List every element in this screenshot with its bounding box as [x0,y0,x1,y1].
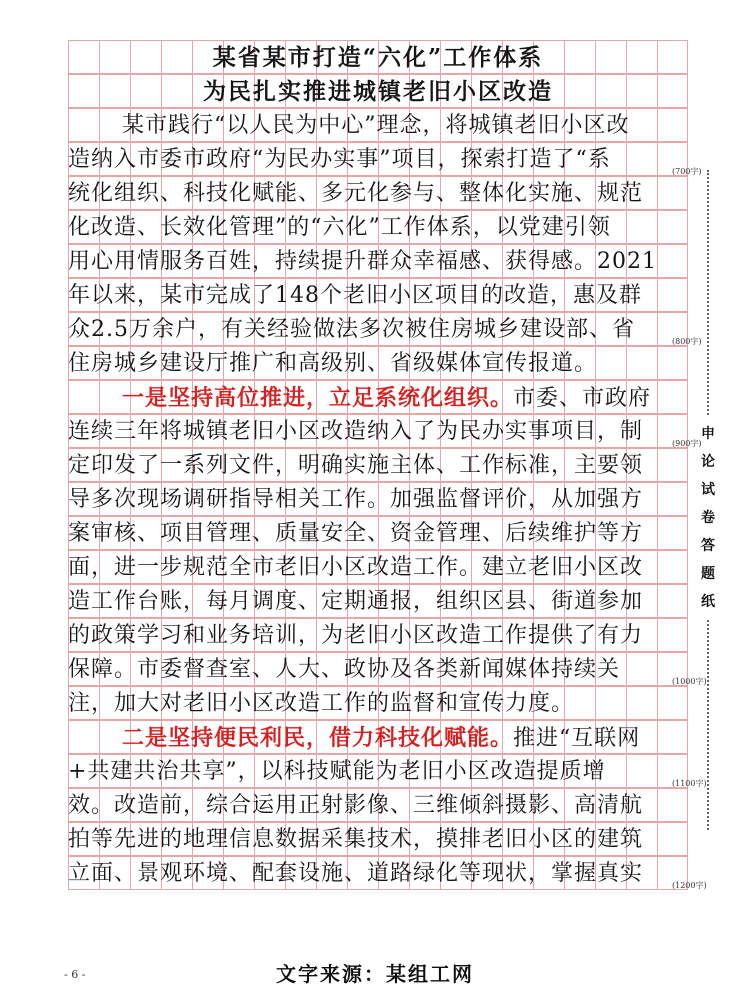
grid-row [68,176,688,210]
grid-row [68,74,688,108]
grid-row [68,448,688,482]
line-text: 注，加大对老旧小区改造工作的监督和宣传力度。 [68,691,575,716]
line-text: 住房城乡建设厅推广和高级别、省级媒体宣传报道。 [68,351,598,376]
line-text: 面，进一步规范全市老旧小区改造工作。建立老旧小区改 [68,555,644,580]
line-text: 定印发了一系列文件，明确实施主体、工作标准，主要领 [68,453,644,478]
line-text: 效。改造前，综合运用正射影像、三维倾斜摄影、高清航 [68,793,644,818]
text-line [68,551,688,585]
line-text: 案审核、项目管理、质量安全、资金管理、后续维护等方 [68,521,644,546]
line-text: 造工作台账，每月调度、定期通报，组织区县、街道参加 [68,589,644,614]
grid-row [68,380,688,414]
line-text: 用心用情服务百姓，持续提升群众幸福感、获得感。2021 [68,249,657,274]
text-line [68,313,688,347]
text-line [68,211,688,245]
source-caption: 文字来源：某组工网 [276,962,474,986]
line-text: 造纳入市委市政府“为民办实事”项目，探索打造了“系 [68,147,611,172]
grid-row [68,244,688,278]
essay-title: 为民扎实推进城镇老旧小区改造 [203,78,553,105]
grid-row [68,584,688,618]
text-line [68,381,688,415]
grid-row [68,312,688,346]
binding-dotted-line-top [707,170,709,415]
side-label-char: 卷 [701,510,715,526]
grid-row [68,618,688,652]
highlight-heading: 二是坚持便民利民，借力科技化赋能。 [122,725,514,751]
grid-row [68,40,688,74]
word-count-marker: (900字) [672,439,702,448]
side-label-char: 试 [701,482,715,498]
line-text: +共建共治共享”，以科技赋能为老旧小区改造提质增 [68,759,606,784]
line-text: 拍等先进的地理信息数据采集技术，摸排老旧小区的建筑 [68,827,644,852]
essay-title: 某省某市打造“六化”工作体系 [212,44,544,71]
highlight-heading: 一是坚持高位推进，立足系统化组织。 [122,385,514,411]
word-count-marker: (1000字) [672,677,707,686]
grid-row [68,108,688,142]
side-label-char: 申 [701,426,715,442]
grid-row [68,346,688,380]
text-line [68,279,688,313]
text-line [68,143,688,177]
text-line [68,415,688,449]
grid-row [68,550,688,584]
line-text: 导多次现场调研指导相关工作。加强监督评价，从加强方 [68,487,644,512]
line-text: 统化组织、科技化赋能、多元化参与、整体化实施、规范 [68,181,644,206]
grid-row [68,210,688,244]
text-line [68,687,688,721]
side-label-char: 纸 [701,594,715,610]
line-text: 推进“互联网 [513,726,641,751]
word-count-marker: (800字) [672,337,702,346]
grid-row [68,278,688,312]
text-line [68,483,688,517]
text-line [68,857,688,891]
grid-row [68,856,688,890]
side-label [697,420,719,616]
line-text: 众2.5万余户，有关经验做法多次被住房城乡建设部、省 [68,317,635,342]
text-line [68,653,688,687]
grid-row [68,720,688,754]
grid-row [68,788,688,822]
line-text: 市委、市政府 [513,386,652,411]
line-text: 某市践行“以人民为中心”理念，将城镇老旧小区改 [122,113,630,138]
line-text: 立面、景观环境、配套设施、道路绿化等现状，掌握真实 [68,861,644,886]
grid-row [68,482,688,516]
text-line [68,109,688,143]
grid-row [68,822,688,856]
line-text: 保障。市委督查室、人大、政协及各类新闻媒体持续关 [68,657,621,682]
grid-row [68,414,688,448]
side-label-char: 论 [701,454,715,470]
text-line [68,177,688,211]
side-label-char: 题 [701,566,715,582]
binding-dotted-line-bottom [707,620,709,830]
line-text: 连续三年将城镇老旧小区改造纳入了为民办实事项目，制 [68,419,644,444]
word-count-marker: (700字) [672,167,702,176]
text-line [68,619,688,653]
text-line [68,823,688,857]
text-line [68,721,688,755]
text-line [68,585,688,619]
text-line [68,449,688,483]
text-line [68,789,688,823]
grid-row [68,142,688,176]
grid-row [68,516,688,550]
grid-row [68,652,688,686]
line-text: 年以来，某市完成了148个老旧小区项目的改造，惠及群 [68,283,642,308]
line-text: 的政策学习和业务培训，为老旧小区改造工作提供了有力 [68,623,644,648]
side-label-char: 答 [701,538,715,554]
line-text: 化改造、长效化管理”的“六化”工作体系，以党建引领 [68,215,611,240]
word-count-marker: (1100字) [672,779,707,788]
text-line [68,245,688,279]
page-number: - 6 - [64,968,86,981]
text-line [68,347,688,381]
word-count-marker: (1200字) [672,881,707,890]
text-line [68,517,688,551]
text-line [68,755,688,789]
grid-row [68,754,688,788]
grid-row [68,686,688,720]
